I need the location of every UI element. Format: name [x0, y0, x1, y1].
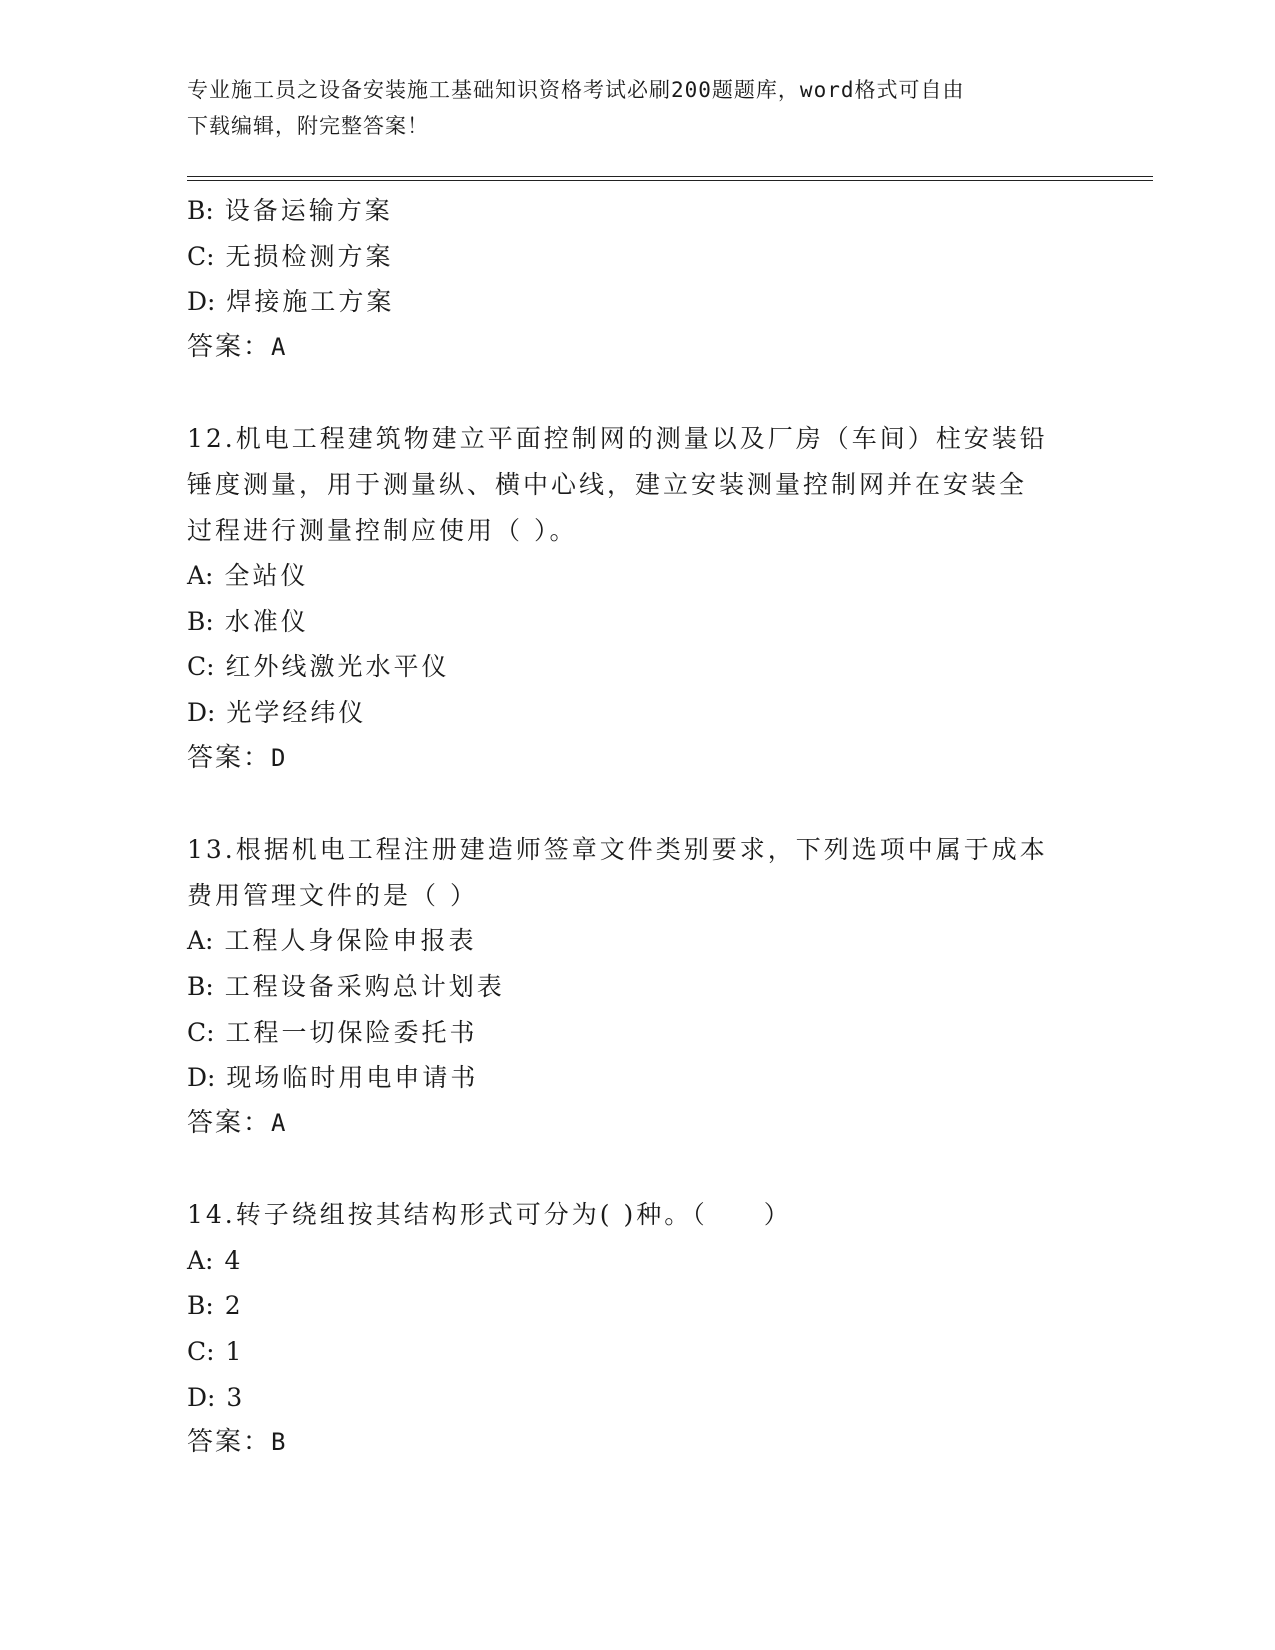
question-13	[187, 827, 1147, 1146]
option-b: B: 工程设备采购总计划表	[187, 971, 505, 1001]
option-c: C: 无损检测方案	[187, 241, 394, 271]
question-stem-line: 锤度测量，用于测量纵、横中心线，建立安装测量控制网并在安装全	[187, 469, 1028, 499]
option-c: C: 1	[187, 1337, 245, 1367]
option-b: B: 设备运输方案	[187, 196, 393, 225]
option-a: A: 工程人身保险申报表	[187, 926, 477, 956]
option-b: B: 2	[187, 1291, 244, 1321]
question-stem-line: 13.根据机电工程注册建造师签章文件类别要求，下列选项中属于成本	[187, 835, 1048, 865]
answer-line: 答案：A	[187, 331, 288, 362]
option-a: A: 全站仪	[187, 561, 309, 591]
option-d: D: 3	[187, 1382, 246, 1412]
option-b: B: 水准仪	[187, 606, 309, 636]
option-c: C: 工程一切保险委托书	[187, 1017, 478, 1047]
question-11-continued	[187, 188, 1147, 370]
question-stem-line: 14.转子绕组按其结构形式可分为( )种。（ ）	[187, 1200, 792, 1230]
answer-line: 答案：A	[187, 1107, 288, 1138]
option-a: A: 4	[187, 1245, 244, 1275]
option-d: D: 光学经纬仪	[187, 697, 367, 727]
header-line-1: 专业施工员之设备安装施工基础知识资格考试必刷200题题库，word格式可自由	[187, 78, 965, 102]
document-header	[187, 72, 1087, 144]
question-list	[187, 188, 1147, 1466]
question-stem-line: 过程进行测量控制应使用（ ）。	[187, 515, 578, 545]
question-stem-line: 费用管理文件的是（ ）	[187, 880, 478, 910]
header-line-2: 下载编辑，附完整答案！	[187, 114, 429, 138]
question-14	[187, 1192, 1147, 1466]
option-c: C: 红外线激光水平仪	[187, 652, 450, 682]
question-12	[187, 416, 1147, 781]
option-d: D: 现场临时用电申请书	[187, 1063, 479, 1093]
question-stem-line: 12.机电工程建筑物建立平面控制网的测量以及厂房（车间）柱安装铅	[187, 424, 1048, 454]
header-divider	[187, 176, 1153, 181]
option-d: D: 焊接施工方案	[187, 287, 395, 317]
answer-line: 答案：D	[187, 742, 288, 773]
answer-line: 答案：B	[187, 1427, 288, 1458]
